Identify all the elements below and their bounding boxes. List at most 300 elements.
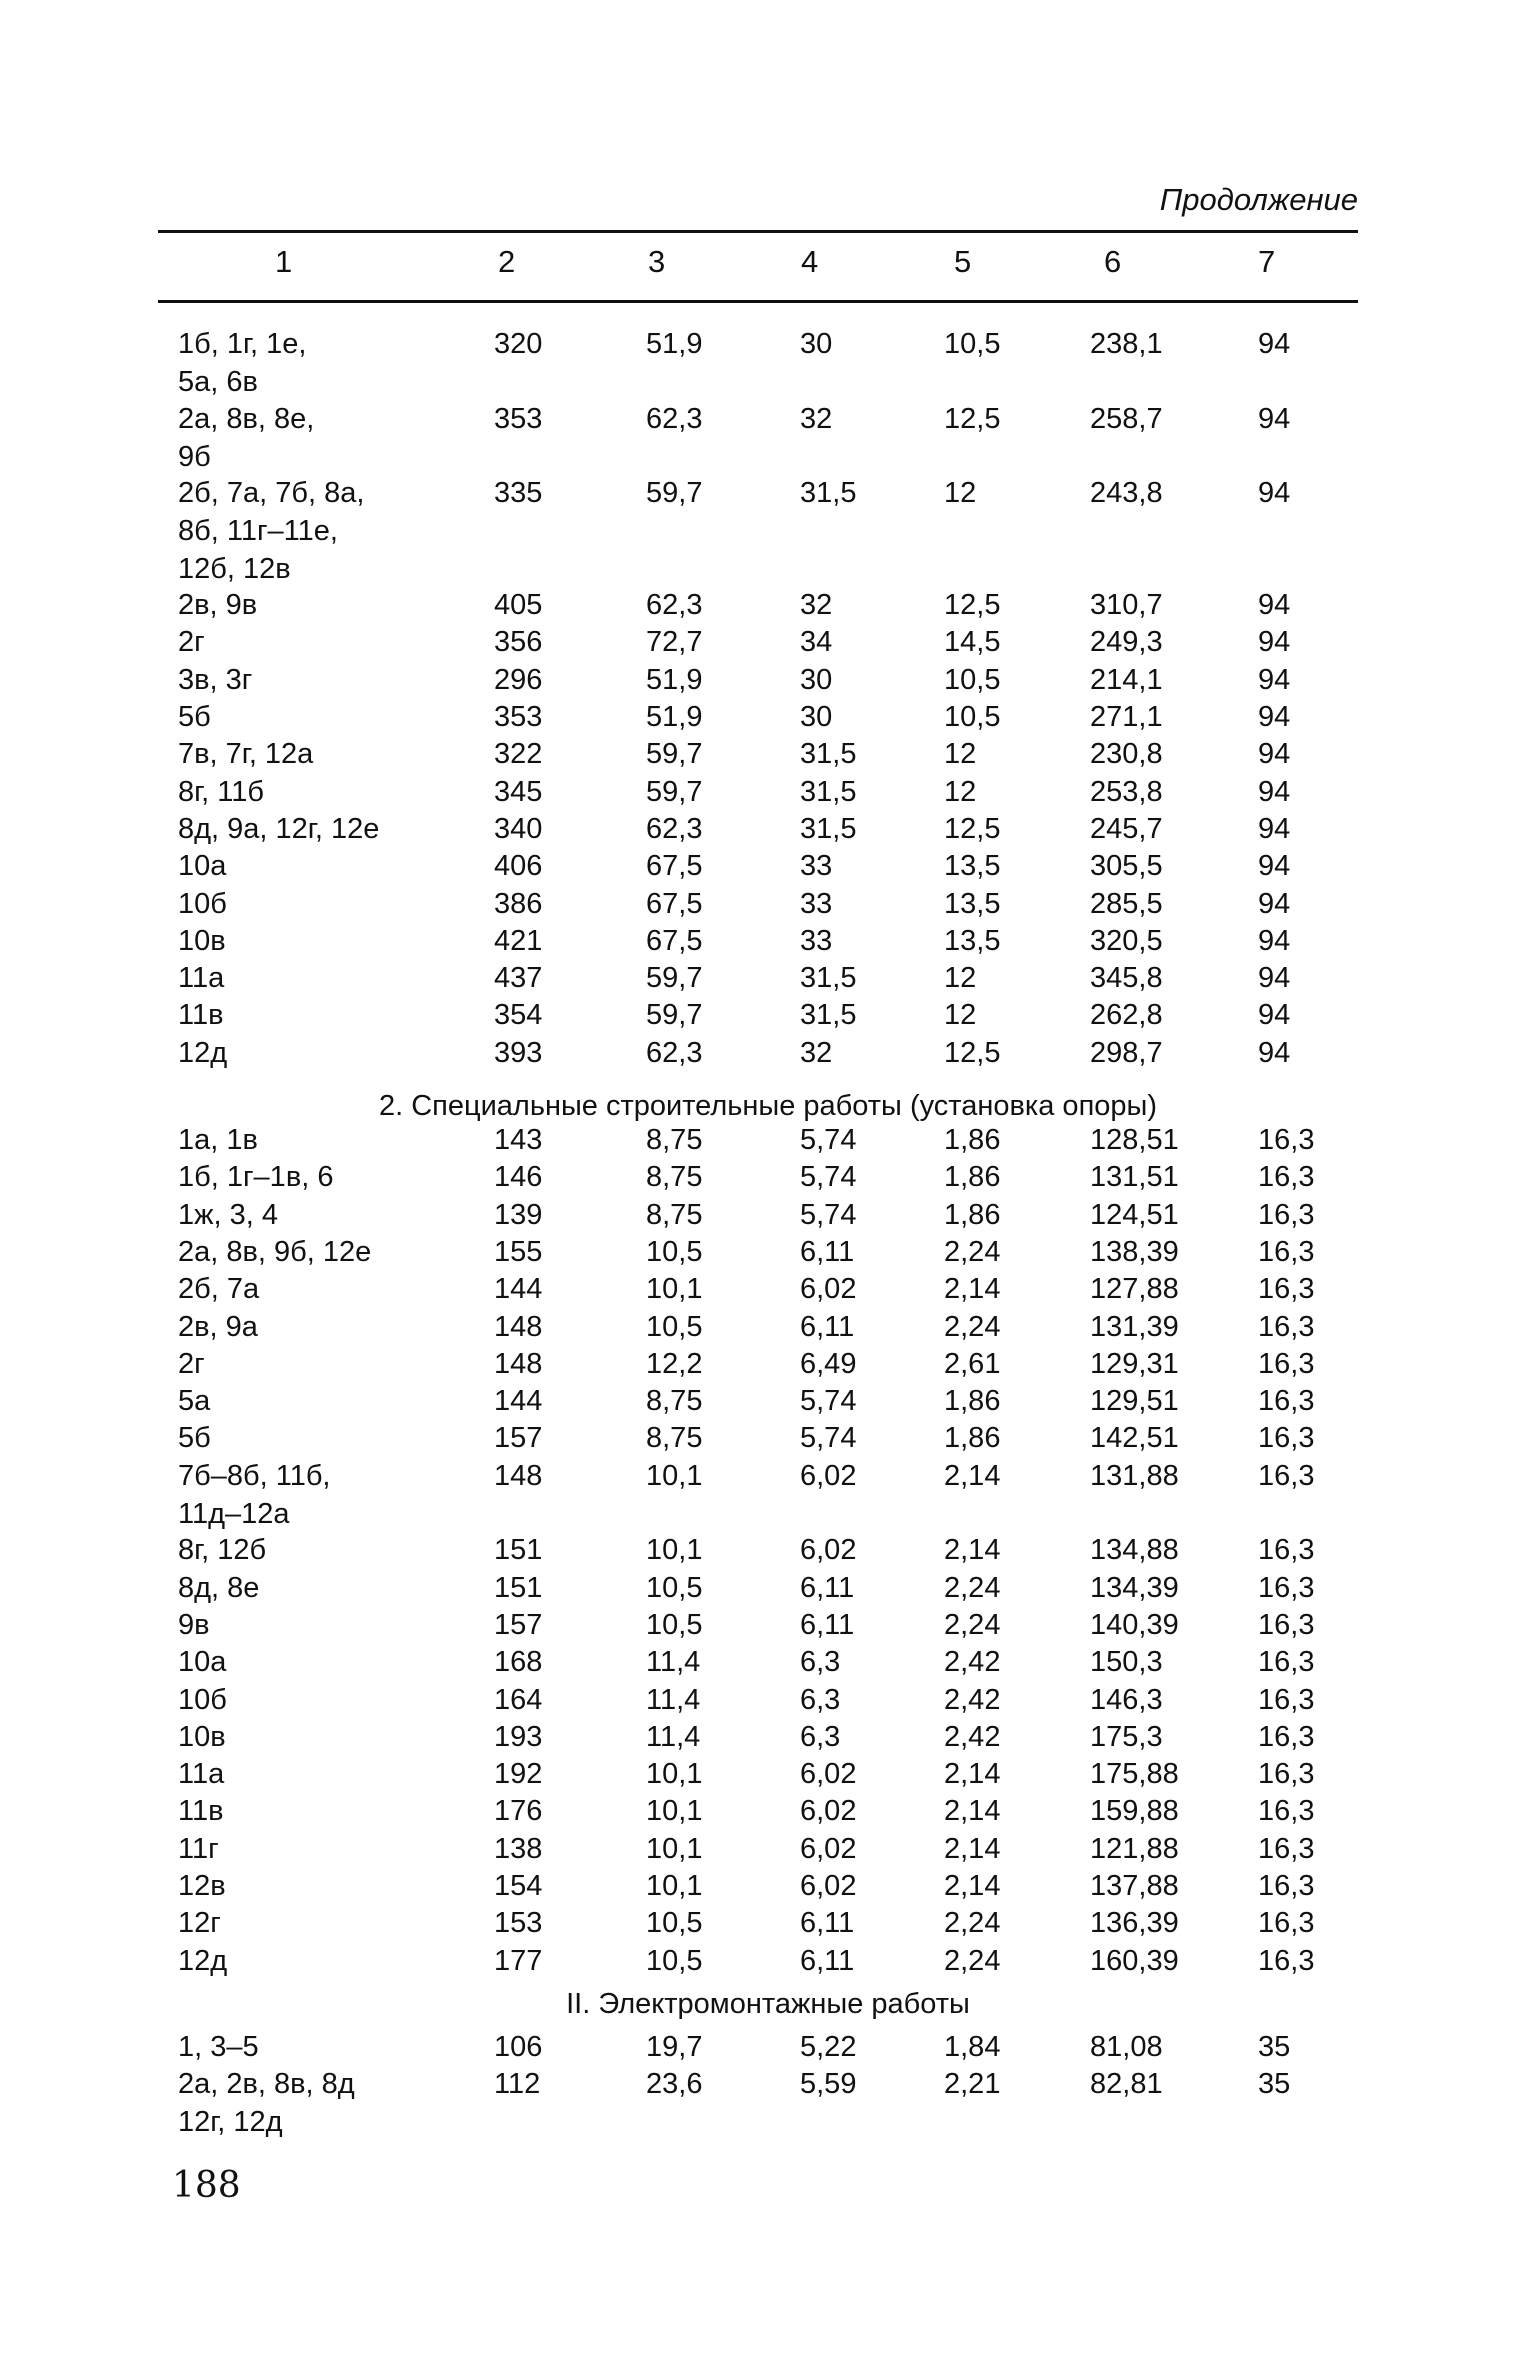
- header-col-2: 2: [498, 244, 516, 279]
- cell-col-6: 129,51: [1090, 1385, 1179, 1418]
- cell-col-6: 285,5: [1090, 887, 1163, 920]
- cell-col-3: 19,7: [646, 2031, 703, 2063]
- cell-col-3: 11,4: [646, 1720, 701, 1753]
- cell-col-7: 16,3: [1258, 1385, 1315, 1418]
- cell-col-2: 164: [494, 1683, 543, 1716]
- cell-col-2: 143: [494, 1124, 543, 1156]
- cell-col-7: 16,3: [1258, 1235, 1315, 1268]
- row-label-line: 1ж, 3, 4: [178, 1198, 279, 1231]
- cell-col-6: 159,88: [1090, 1795, 1179, 1828]
- cell-col-5: 13,5: [944, 887, 1001, 920]
- cell-col-5: 12: [944, 477, 977, 510]
- cell-col-4: 5,59: [800, 2068, 857, 2101]
- cell-col-7: 94: [1258, 999, 1291, 1032]
- cell-col-2: 148: [494, 1310, 543, 1343]
- cell-col-5: 10,5: [944, 701, 1001, 733]
- cell-col-4: 6,02: [800, 1534, 857, 1567]
- cell-col-3: 51,9: [646, 663, 703, 696]
- cell-col-7: 16,3: [1258, 1944, 1315, 1977]
- cell-col-3: 10,1: [646, 1870, 703, 1902]
- cell-col-6: 253,8: [1090, 775, 1163, 808]
- cell-col-5: 12: [944, 962, 977, 995]
- header-col-7: 7: [1258, 244, 1276, 279]
- row-label: [178, 1909, 221, 1947]
- cell-col-2: 151: [494, 1571, 543, 1604]
- row-label: [178, 1720, 226, 1761]
- cell-col-5: 2,61: [944, 1347, 1001, 1380]
- cell-col-4: 5,74: [800, 1385, 857, 1418]
- cell-col-7: 16,3: [1258, 1720, 1315, 1753]
- row-label-line: 12в: [178, 1870, 226, 1902]
- row-label-line: 8б, 11г–11е,: [178, 515, 338, 548]
- cell-col-7: 94: [1258, 887, 1291, 920]
- cell-col-3: 51,9: [646, 328, 703, 360]
- cell-col-2: 157: [494, 1422, 543, 1455]
- cell-col-7: 16,3: [1258, 1758, 1315, 1791]
- cell-col-2: 393: [494, 1036, 543, 1069]
- cell-col-2: 386: [494, 887, 543, 920]
- cell-col-3: 10,1: [646, 1459, 703, 1492]
- row-label: [178, 1648, 226, 1686]
- row-label-line: 11д–12а: [178, 1497, 290, 1530]
- cell-col-4: 6,02: [800, 1795, 857, 1828]
- row-label-line: 2а, 2в, 8в, 8д: [178, 2068, 355, 2101]
- cell-col-5: 10,5: [944, 663, 1001, 696]
- cell-col-7: 94: [1258, 402, 1291, 435]
- row-label: [178, 2033, 259, 2071]
- cell-col-7: 94: [1258, 962, 1291, 995]
- cell-col-3: 23,6: [646, 2068, 703, 2101]
- cell-col-4: 34: [800, 626, 833, 659]
- cell-col-7: 94: [1258, 701, 1291, 733]
- cell-col-3: 59,7: [646, 477, 703, 510]
- cell-col-4: 5,74: [800, 1161, 857, 1194]
- cell-col-6: 131,39: [1090, 1310, 1179, 1343]
- cell-col-7: 94: [1258, 850, 1291, 883]
- cell-col-6: 245,7: [1090, 812, 1163, 845]
- cell-col-6: 121,88: [1090, 1832, 1179, 1865]
- cell-col-2: 154: [494, 1870, 543, 1902]
- cell-col-2: 146: [494, 1161, 543, 1194]
- row-label: [178, 663, 253, 704]
- cell-col-7: 16,3: [1258, 1459, 1315, 1492]
- cell-col-3: 8,75: [646, 1124, 703, 1156]
- row-label-line: 2г: [178, 626, 205, 659]
- cell-col-4: 31,5: [800, 999, 857, 1032]
- row-label-line: 12д: [178, 1944, 228, 1977]
- cell-col-5: 1,86: [944, 1124, 1001, 1156]
- row-label: [178, 1163, 333, 1201]
- cell-col-7: 16,3: [1258, 1870, 1315, 1902]
- cell-col-3: 10,5: [646, 1310, 703, 1343]
- cell-col-5: 2,14: [944, 1832, 1001, 1865]
- cell-col-3: 62,3: [646, 1036, 703, 1069]
- cell-col-4: 32: [800, 589, 833, 622]
- row-label: [178, 1275, 259, 1313]
- cell-col-4: 30: [800, 328, 833, 360]
- cell-col-4: 6,3: [800, 1720, 841, 1753]
- cell-col-7: 94: [1258, 924, 1291, 957]
- row-label-line: 9б: [178, 440, 211, 473]
- cell-col-5: 2,42: [944, 1720, 1001, 1753]
- cell-col-6: 249,3: [1090, 626, 1163, 659]
- cell-col-7: 16,3: [1258, 1273, 1315, 1306]
- cell-col-6: 131,88: [1090, 1459, 1179, 1492]
- cell-col-3: 59,7: [646, 999, 703, 1032]
- cell-col-5: 1,86: [944, 1385, 1001, 1418]
- row-label-line: 1а, 1в: [178, 1124, 258, 1156]
- cell-col-7: 16,3: [1258, 1907, 1315, 1940]
- row-label-line: 5б: [178, 1422, 211, 1455]
- row-label-line: 10в: [178, 1720, 226, 1753]
- row-label-line: 11в: [178, 1795, 224, 1828]
- cell-col-2: 354: [494, 999, 543, 1032]
- cell-col-4: 31,5: [800, 477, 857, 510]
- cell-col-6: 320,5: [1090, 924, 1163, 957]
- cell-col-2: 168: [494, 1646, 543, 1679]
- cell-col-4: 6,11: [800, 1907, 855, 1940]
- row-label-line: 10б: [178, 1683, 227, 1716]
- row-label-line: 11г: [178, 1832, 219, 1865]
- cell-col-2: 148: [494, 1347, 543, 1380]
- cell-col-2: 176: [494, 1795, 543, 1828]
- cell-col-4: 6,3: [800, 1646, 841, 1679]
- row-label-line: 5б: [178, 701, 211, 733]
- row-label: [178, 1347, 205, 1388]
- cell-col-3: 10,1: [646, 1795, 703, 1828]
- cell-col-5: 12,5: [944, 1036, 1001, 1069]
- row-label: [178, 1001, 224, 1039]
- cell-col-5: 1,86: [944, 1422, 1001, 1455]
- row-label: [178, 591, 257, 629]
- cell-col-4: 6,11: [800, 1944, 855, 1977]
- row-label-line: 12д: [178, 1036, 228, 1069]
- cell-col-7: 16,3: [1258, 1347, 1315, 1380]
- cell-col-3: 59,7: [646, 738, 703, 771]
- cell-col-6: 262,8: [1090, 999, 1163, 1032]
- cell-col-4: 31,5: [800, 962, 857, 995]
- cell-col-5: 1,86: [944, 1161, 1001, 1194]
- row-label: [178, 1310, 258, 1351]
- cell-col-4: 5,74: [800, 1422, 857, 1455]
- cell-col-6: 137,88: [1090, 1870, 1179, 1902]
- row-label-line: 10в: [178, 924, 226, 957]
- cell-col-6: 258,7: [1090, 402, 1163, 435]
- cell-col-5: 2,24: [944, 1310, 1001, 1343]
- row-label: [178, 924, 226, 965]
- cell-col-2: 322: [494, 738, 543, 771]
- cell-col-4: 32: [800, 1036, 833, 1069]
- cell-col-2: 153: [494, 1907, 543, 1940]
- cell-col-3: 67,5: [646, 850, 703, 883]
- row-label-line: 8г, 11б: [178, 775, 264, 808]
- cell-col-2: 148: [494, 1459, 543, 1492]
- cell-col-2: 405: [494, 589, 543, 622]
- cell-col-6: 136,39: [1090, 1907, 1179, 1940]
- row-label-line: 9в: [178, 1608, 210, 1641]
- cell-col-3: 12,2: [646, 1347, 703, 1380]
- cell-col-5: 13,5: [944, 924, 1001, 957]
- cell-col-3: 10,5: [646, 1907, 703, 1940]
- cell-col-7: 35: [1258, 2031, 1291, 2063]
- row-label-line: 2г: [178, 1347, 205, 1380]
- cell-col-3: 10,5: [646, 1235, 703, 1268]
- cell-col-3: 62,3: [646, 589, 703, 622]
- cell-col-7: 94: [1258, 477, 1291, 510]
- cell-col-5: 12,5: [944, 812, 1001, 845]
- cell-col-4: 6,49: [800, 1347, 857, 1380]
- cell-col-6: 214,1: [1090, 663, 1163, 696]
- cell-col-3: 59,7: [646, 962, 703, 995]
- cell-col-6: 243,8: [1090, 477, 1163, 510]
- row-label: [178, 1198, 279, 1239]
- cell-col-5: 2,24: [944, 1608, 1001, 1641]
- cell-col-7: 35: [1258, 2068, 1291, 2101]
- cell-col-2: 144: [494, 1273, 543, 1306]
- cell-col-5: 12,5: [944, 589, 1001, 622]
- row-label: [178, 1872, 226, 1910]
- row-label: [178, 1944, 228, 1985]
- cell-col-4: 6,3: [800, 1683, 841, 1716]
- cell-col-5: 2,14: [944, 1534, 1001, 1567]
- row-label-line: 2а, 8в, 8е,: [178, 402, 315, 435]
- cell-col-3: 10,1: [646, 1534, 703, 1567]
- row-label-line: 1б, 1г–1в, 6: [178, 1161, 334, 1194]
- cell-col-3: 67,5: [646, 924, 703, 957]
- cell-col-3: 8,75: [646, 1198, 703, 1231]
- row-label: [178, 402, 315, 481]
- cell-col-3: 10,1: [646, 1273, 703, 1306]
- cell-col-4: 6,02: [800, 1459, 857, 1492]
- cell-col-7: 16,3: [1258, 1646, 1315, 1679]
- table-top-rule: [158, 230, 1358, 233]
- cell-col-6: 345,8: [1090, 962, 1163, 995]
- cell-col-6: 146,3: [1090, 1683, 1163, 1716]
- cell-col-6: 81,08: [1090, 2031, 1163, 2063]
- cell-col-5: 12: [944, 775, 977, 808]
- table-header: [0, 246, 1536, 290]
- cell-col-4: 6,11: [800, 1608, 855, 1641]
- cell-col-6: 271,1: [1090, 701, 1163, 733]
- cell-col-4: 31,5: [800, 775, 857, 808]
- row-label-line: 1б, 1г, 1е,: [178, 328, 307, 360]
- row-label-line: 7б–8б, 11б,: [178, 1459, 331, 1492]
- cell-col-5: 2,14: [944, 1459, 1001, 1492]
- row-label-line: 12г, 12д: [178, 2106, 283, 2139]
- cell-col-6: 230,8: [1090, 738, 1163, 771]
- cell-col-2: 151: [494, 1534, 543, 1567]
- cell-col-4: 5,74: [800, 1124, 857, 1156]
- row-label-line: 3в, 3г: [178, 663, 253, 696]
- cell-col-6: 140,39: [1090, 1608, 1179, 1641]
- section-2-title: 2. Специальные строительные работы (установка опоры): [378, 1090, 1158, 1122]
- section-3-title: II. Электромонтажные работы: [566, 1988, 970, 2020]
- cell-col-2: 345: [494, 775, 543, 808]
- row-label: [178, 964, 224, 1002]
- cell-col-6: 128,51: [1090, 1124, 1179, 1156]
- row-label: [178, 775, 264, 816]
- row-label-line: 8д, 9а, 12г, 12е: [178, 812, 380, 845]
- row-label-line: 8г, 12б: [178, 1534, 267, 1567]
- header-col-5: 5: [954, 244, 972, 279]
- cell-col-7: 94: [1258, 738, 1291, 771]
- cell-col-7: 16,3: [1258, 1310, 1315, 1343]
- header-col-3: 3: [648, 244, 666, 279]
- cell-col-5: 13,5: [944, 850, 1001, 883]
- cell-col-6: 238,1: [1090, 328, 1163, 360]
- table-header-rule: [158, 300, 1358, 303]
- cell-col-4: 6,02: [800, 1832, 857, 1865]
- cell-col-7: 94: [1258, 1036, 1291, 1069]
- cell-col-5: 2,42: [944, 1646, 1001, 1679]
- cell-col-2: 192: [494, 1758, 543, 1791]
- cell-col-7: 94: [1258, 663, 1291, 696]
- row-label: [178, 1036, 228, 1077]
- cell-col-5: 2,14: [944, 1758, 1001, 1791]
- cell-col-4: 30: [800, 663, 833, 696]
- row-label-line: 2б, 7а: [178, 1273, 260, 1306]
- cell-col-3: 62,3: [646, 402, 703, 435]
- cell-col-6: 150,3: [1090, 1646, 1163, 1679]
- row-label: [178, 2070, 355, 2146]
- row-label-line: 10б: [178, 887, 227, 920]
- cell-col-6: 82,81: [1090, 2068, 1163, 2101]
- row-label-line: 12б, 12в: [178, 553, 291, 586]
- cell-col-2: 296: [494, 663, 543, 696]
- row-label: [178, 852, 226, 890]
- cell-col-2: 144: [494, 1385, 543, 1418]
- cell-col-4: 33: [800, 850, 833, 883]
- cell-col-4: 33: [800, 924, 833, 957]
- cell-col-6: 134,39: [1090, 1571, 1179, 1604]
- cell-col-4: 33: [800, 887, 833, 920]
- header-col-6: 6: [1104, 244, 1122, 279]
- row-label: [178, 1571, 260, 1612]
- cell-col-3: 72,7: [646, 626, 703, 659]
- row-label-line: 12г: [178, 1907, 221, 1940]
- row-label-line: 10а: [178, 1646, 227, 1679]
- cell-col-2: 138: [494, 1832, 543, 1865]
- cell-col-6: 175,88: [1090, 1758, 1179, 1791]
- row-label-line: 5а: [178, 1385, 211, 1418]
- cell-col-2: 340: [494, 812, 543, 845]
- row-label: [178, 1387, 210, 1425]
- row-label-line: 11а: [178, 1758, 225, 1791]
- header-col-4: 4: [801, 244, 819, 279]
- cell-col-5: 12,5: [944, 402, 1001, 435]
- cell-col-2: 155: [494, 1235, 543, 1268]
- cell-col-5: 12: [944, 738, 977, 771]
- cell-col-7: 16,3: [1258, 1198, 1315, 1231]
- row-label: [178, 1126, 258, 1164]
- cell-col-7: 94: [1258, 626, 1291, 659]
- row-label: [178, 703, 211, 741]
- cell-col-3: 8,75: [646, 1385, 703, 1418]
- cell-col-7: 16,3: [1258, 1571, 1315, 1604]
- cell-col-6: 175,3: [1090, 1720, 1163, 1753]
- cell-col-5: 14,5: [944, 626, 1001, 659]
- cell-col-3: 59,7: [646, 775, 703, 808]
- cell-col-5: 2,42: [944, 1683, 1001, 1716]
- row-label: [178, 740, 313, 778]
- cell-col-7: 94: [1258, 589, 1291, 622]
- cell-col-7: 16,3: [1258, 1534, 1315, 1567]
- cell-col-3: 11,4: [646, 1683, 701, 1716]
- cell-col-3: 62,3: [646, 812, 703, 845]
- row-label: [178, 1608, 210, 1649]
- row-label-line: 2в, 9в: [178, 589, 258, 622]
- row-label-line: 11а: [178, 962, 225, 995]
- cell-col-3: 10,5: [646, 1571, 703, 1604]
- row-label: [178, 1683, 227, 1724]
- cell-col-6: 127,88: [1090, 1273, 1179, 1306]
- row-label-line: 2в, 9а: [178, 1310, 258, 1343]
- row-label-line: 2б, 7а, 7б, 8а,: [178, 477, 365, 510]
- row-label: [178, 1832, 219, 1873]
- cell-col-7: 16,3: [1258, 1683, 1315, 1716]
- cell-col-5: 2,24: [944, 1907, 1001, 1940]
- cell-col-6: 298,7: [1090, 1036, 1163, 1069]
- cell-col-5: 2,21: [944, 2068, 1001, 2101]
- cell-col-2: 353: [494, 701, 543, 733]
- cell-col-2: 193: [494, 1720, 543, 1753]
- row-label: [178, 812, 380, 853]
- cell-col-2: 320: [494, 328, 543, 360]
- row-label: [178, 887, 227, 928]
- cell-col-4: 31,5: [800, 738, 857, 771]
- row-label: [178, 1760, 224, 1798]
- cell-col-2: 437: [494, 962, 543, 995]
- cell-col-3: 10,1: [646, 1832, 703, 1865]
- cell-col-4: 5,22: [800, 2031, 857, 2063]
- cell-col-6: 131,51: [1090, 1161, 1179, 1194]
- cell-col-3: 10,5: [646, 1944, 703, 1977]
- cell-col-3: 51,9: [646, 701, 703, 733]
- cell-col-4: 6,02: [800, 1870, 857, 1902]
- page-number: 188: [172, 2165, 241, 2206]
- cell-col-5: 1,84: [944, 2031, 1001, 2063]
- cell-col-5: 2,24: [944, 1235, 1001, 1268]
- cell-col-7: 16,3: [1258, 1608, 1315, 1641]
- cell-col-7: 94: [1258, 328, 1291, 360]
- cell-col-3: 11,4: [646, 1646, 701, 1679]
- cell-col-4: 6,02: [800, 1273, 857, 1306]
- cell-col-4: 6,02: [800, 1758, 857, 1791]
- cell-col-3: 8,75: [646, 1422, 703, 1455]
- row-label: [178, 1459, 331, 1538]
- cell-col-6: 138,39: [1090, 1235, 1179, 1268]
- cell-col-7: 16,3: [1258, 1161, 1315, 1194]
- cell-col-2: 157: [494, 1608, 543, 1641]
- cell-col-6: 305,5: [1090, 850, 1163, 883]
- cell-col-4: 31,5: [800, 812, 857, 845]
- cell-col-5: 12: [944, 999, 977, 1032]
- cell-col-2: 353: [494, 402, 543, 435]
- row-label-line: 11в: [178, 999, 224, 1032]
- cell-col-7: 16,3: [1258, 1832, 1315, 1865]
- cell-col-6: 129,31: [1090, 1347, 1179, 1380]
- cell-col-4: 6,11: [800, 1235, 855, 1268]
- cell-col-4: 32: [800, 402, 833, 435]
- cell-col-5: 2,24: [944, 1571, 1001, 1604]
- cell-col-5: 2,14: [944, 1870, 1001, 1902]
- cell-col-5: 10,5: [944, 328, 1001, 360]
- cell-col-4: 6,11: [800, 1571, 855, 1604]
- cell-col-6: 134,88: [1090, 1534, 1179, 1567]
- row-label: [178, 330, 306, 406]
- row-label: [178, 1235, 372, 1276]
- row-label: [178, 479, 364, 593]
